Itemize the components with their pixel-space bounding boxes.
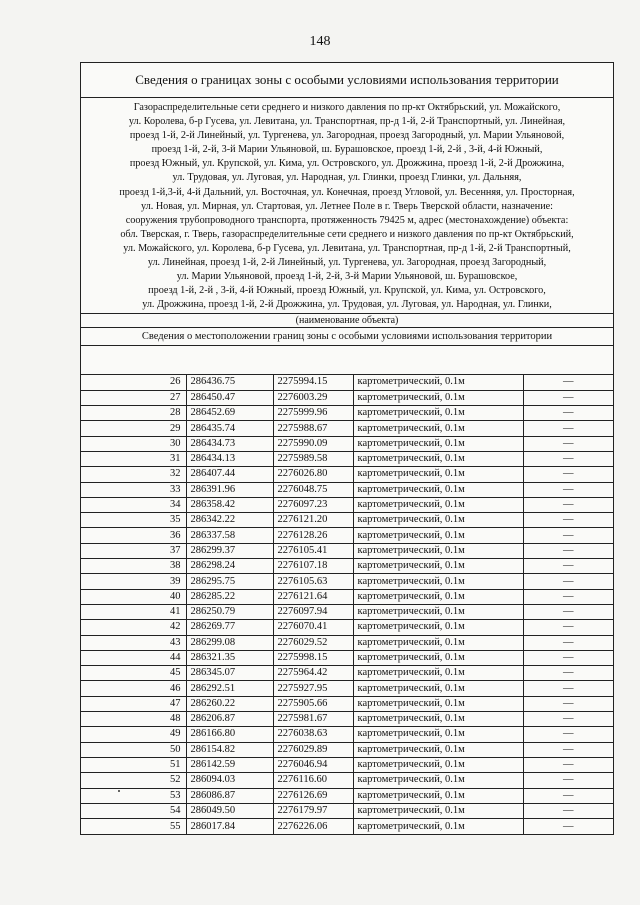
coord-x: 286299.37 [186, 543, 273, 558]
point-number: 31 [81, 451, 186, 466]
coord-x: 286337.58 [186, 528, 273, 543]
method-accuracy: картометрический, 0.1м [353, 497, 523, 512]
coord-y: 2275905.66 [273, 696, 353, 711]
coord-x: 286250.79 [186, 604, 273, 619]
point-number: 34 [81, 497, 186, 512]
coord-y: 2275999.96 [273, 406, 353, 421]
point-number: 36 [81, 528, 186, 543]
empty-dash: — [523, 436, 613, 451]
description-line: проезд Южный, ул. Крупской, ул. Кима, ул. Островского, ул. Дрожжина, проезд 1-й, 2-й Дрожжина, [129, 158, 565, 170]
coord-x: 286434.73 [186, 436, 273, 451]
table-row [81, 696, 613, 711]
method-accuracy: картометрический, 0.1м [353, 528, 523, 543]
coord-x: 286434.13 [186, 451, 273, 466]
description-line: ул. Новая, ул. Мирная, ул. Стартовая, ул. Летнее Поле в г. Тверь Тверской области, назначение: [141, 200, 553, 212]
table-row [81, 559, 613, 574]
point-number: 32 [81, 467, 186, 482]
table-row [81, 528, 613, 543]
coord-x: 286166.80 [186, 727, 273, 742]
coord-y: 2276038.63 [273, 727, 353, 742]
coord-y: 2276179.97 [273, 803, 353, 818]
coord-x: 286292.51 [186, 681, 273, 696]
coord-y: 2276029.52 [273, 635, 353, 650]
empty-dash: — [523, 727, 613, 742]
table-row [81, 742, 613, 757]
coord-y: 2276105.63 [273, 574, 353, 589]
coord-y: 2276128.26 [273, 528, 353, 543]
table-row [81, 620, 613, 635]
coord-x: 286295.75 [186, 574, 273, 589]
description-line: сооружения трубопроводного транспорта, протяженность 79425 м, адрес (местонахождение) объекта: [125, 214, 569, 226]
table-row [81, 421, 613, 436]
coordinates-table [81, 375, 613, 834]
point-number: 44 [81, 650, 186, 665]
coord-x: 286450.47 [186, 390, 273, 405]
method-accuracy: картометрический, 0.1м [353, 788, 523, 803]
method-accuracy: картометрический, 0.1м [353, 681, 523, 696]
point-number: 35 [81, 513, 186, 528]
empty-dash: — [523, 574, 613, 589]
empty-dash: — [523, 559, 613, 574]
table-row [81, 375, 613, 390]
point-number: 30 [81, 436, 186, 451]
empty-dash: — [523, 497, 613, 512]
description-line: ул. Линейная, проезд 1-й, 2-й Линейный, ул. Тургенева, ул. Загородная, проезд Загородный, [147, 257, 547, 269]
method-accuracy: картометрический, 0.1м [353, 436, 523, 451]
coord-x: 286435.74 [186, 421, 273, 436]
coord-y: 2275981.67 [273, 712, 353, 727]
table-row [81, 681, 613, 696]
description-line: обл. Тверская, г. Тверь, газораспределительные сети среднего и низкого давления по пр-кт Октябрьский, [120, 228, 574, 240]
coord-y: 2275994.15 [273, 375, 353, 390]
coord-y: 2276070.41 [273, 620, 353, 635]
empty-dash: — [523, 742, 613, 757]
table-row [81, 635, 613, 650]
point-number: 39 [81, 574, 186, 589]
table-row [81, 406, 613, 421]
point-number: 45 [81, 666, 186, 681]
table-row [81, 819, 613, 834]
coord-y: 2276105.41 [273, 543, 353, 558]
method-accuracy: картометрический, 0.1м [353, 803, 523, 818]
coord-y: 2275989.58 [273, 451, 353, 466]
method-accuracy: картометрический, 0.1м [353, 451, 523, 466]
empty-dash: — [523, 803, 613, 818]
coord-x: 286358.42 [186, 497, 273, 512]
method-accuracy: картометрический, 0.1м [353, 727, 523, 742]
description-line: ул. Королева, б-р Гусева, ул. Левитана, ул. Транспортная, пр-д 1-й, 2-й Транспортный, ул. Линейная, [128, 116, 566, 128]
method-accuracy: картометрический, 0.1м [353, 467, 523, 482]
coord-x: 286299.08 [186, 635, 273, 650]
method-accuracy: картометрический, 0.1м [353, 635, 523, 650]
point-number: 49 [81, 727, 186, 742]
coord-x: 286321.35 [186, 650, 273, 665]
point-number: 42 [81, 620, 186, 635]
description-line: ул. Можайского, ул. Королева, б-р Гусева, ул. Левитана, ул. Транспортная, пр-д 1-й, 2-й Транспортный, [123, 242, 571, 254]
coord-x: 286342.22 [186, 513, 273, 528]
coord-y: 2275998.15 [273, 650, 353, 665]
coord-y: 2276126.69 [273, 788, 353, 803]
description-line: ул. Дрожжина, проезд 1-й, 2-й Дрожжина, ул. Трудовая, ул. Луговая, ул. Народная, ул. Глинки, [142, 299, 552, 311]
table-row [81, 543, 613, 558]
method-accuracy: картометрический, 0.1м [353, 589, 523, 604]
point-number: 53 [81, 788, 186, 803]
table-row [81, 650, 613, 665]
table-row [81, 712, 613, 727]
point-number: 29 [81, 421, 186, 436]
empty-dash: — [523, 390, 613, 405]
coord-y: 2276048.75 [273, 482, 353, 497]
coord-x: 286049.50 [186, 803, 273, 818]
method-accuracy: картометрический, 0.1м [353, 773, 523, 788]
coord-x: 286345.07 [186, 666, 273, 681]
coord-x: 286436.75 [186, 375, 273, 390]
table-row [81, 757, 613, 772]
coord-x: 286260.22 [186, 696, 273, 711]
coord-y: 2276226.06 [273, 819, 353, 834]
point-number: 43 [81, 635, 186, 650]
point-number: 27 [81, 390, 186, 405]
table-row [81, 803, 613, 818]
method-accuracy: картометрический, 0.1м [353, 421, 523, 436]
empty-dash: — [523, 451, 613, 466]
point-number: 28 [81, 406, 186, 421]
coord-x: 286285.22 [186, 589, 273, 604]
point-number: 37 [81, 543, 186, 558]
point-number: 33 [81, 482, 186, 497]
table-row [81, 666, 613, 681]
empty-dash: — [523, 543, 613, 558]
coord-x: 286142.59 [186, 757, 273, 772]
description-line: Газораспределительные сети среднего и низкого давления по пр-кт Октябрьский, ул. Можайского, [133, 102, 561, 113]
coord-x: 286094.03 [186, 773, 273, 788]
coord-x: 286452.69 [186, 406, 273, 421]
empty-dash: — [523, 681, 613, 696]
empty-dash: — [523, 375, 613, 390]
method-accuracy: картометрический, 0.1м [353, 620, 523, 635]
point-number: 55 [81, 819, 186, 834]
coord-x: 286206.87 [186, 712, 273, 727]
method-accuracy: картометрический, 0.1м [353, 375, 523, 390]
method-accuracy: картометрический, 0.1м [353, 559, 523, 574]
document-title: Сведения о границах зоны с особыми условиями использования территории [81, 63, 613, 98]
table-row [81, 497, 613, 512]
method-accuracy: картометрический, 0.1м [353, 543, 523, 558]
method-accuracy: картометрический, 0.1м [353, 406, 523, 421]
coord-y: 2276097.23 [273, 497, 353, 512]
method-accuracy: картометрический, 0.1м [353, 696, 523, 711]
location-section-header: Сведения о местоположении границ зоны с особыми условиями использования территории [81, 328, 613, 346]
coord-y: 2276121.64 [273, 589, 353, 604]
empty-dash: — [523, 482, 613, 497]
empty-dash: — [523, 650, 613, 665]
zone-info-frame [80, 62, 614, 835]
empty-dash: — [523, 696, 613, 711]
method-accuracy: картометрический, 0.1м [353, 513, 523, 528]
table-row [81, 604, 613, 619]
coord-y: 2276097.94 [273, 604, 353, 619]
point-number: 48 [81, 712, 186, 727]
description-line: проезд 1-й, 2-й , 3-й, 4-й Южный, проезд Южный, ул. Крупской, ул. Кима, ул. Островского, [148, 285, 546, 297]
empty-dash: — [523, 712, 613, 727]
description-line: проезд 1-й, 2-й, 3-й Марии Ульяновой, ш. Бурашовское, проезд 1-й, 2-й , 3-й, 4-й Южный, [151, 144, 543, 156]
method-accuracy: картометрический, 0.1м [353, 482, 523, 497]
empty-dash: — [523, 757, 613, 772]
table-row [81, 482, 613, 497]
method-accuracy: картометрический, 0.1м [353, 650, 523, 665]
method-accuracy: картометрический, 0.1м [353, 390, 523, 405]
coord-x: 286391.96 [186, 482, 273, 497]
point-number: 26 [81, 375, 186, 390]
coord-y: 2276026.80 [273, 467, 353, 482]
coord-y: 2276046.94 [273, 757, 353, 772]
coord-y: 2276116.60 [273, 773, 353, 788]
table-row [81, 574, 613, 589]
empty-dash: — [523, 788, 613, 803]
coord-y: 2275988.67 [273, 421, 353, 436]
coord-y: 2275964.42 [273, 666, 353, 681]
coord-y: 2276029.89 [273, 742, 353, 757]
table-row [81, 467, 613, 482]
scan-dot-mark [118, 790, 120, 792]
empty-dash: — [523, 528, 613, 543]
object-description [81, 98, 613, 314]
method-accuracy: картометрический, 0.1м [353, 757, 523, 772]
point-number: 46 [81, 681, 186, 696]
coord-x: 286298.24 [186, 559, 273, 574]
table-row [81, 436, 613, 451]
empty-dash: — [523, 421, 613, 436]
coord-y: 2275990.09 [273, 436, 353, 451]
empty-dash: — [523, 589, 613, 604]
coord-y: 2276107.18 [273, 559, 353, 574]
point-number: 50 [81, 742, 186, 757]
method-accuracy: картометрический, 0.1м [353, 819, 523, 834]
empty-dash: — [523, 406, 613, 421]
table-row [81, 727, 613, 742]
point-number: 47 [81, 696, 186, 711]
point-number: 40 [81, 589, 186, 604]
empty-dash: — [523, 773, 613, 788]
empty-dash: — [523, 635, 613, 650]
method-accuracy: картометрический, 0.1м [353, 742, 523, 757]
coord-x: 286269.77 [186, 620, 273, 635]
coord-x: 286154.82 [186, 742, 273, 757]
coord-x: 286407.44 [186, 467, 273, 482]
empty-dash: — [563, 820, 574, 832]
empty-dash: — [523, 620, 613, 635]
empty-dash: — [523, 513, 613, 528]
empty-dash: — [523, 604, 613, 619]
coord-x: 286017.84 [186, 819, 273, 834]
method-accuracy: картометрический, 0.1м [353, 666, 523, 681]
empty-dash: — [523, 467, 613, 482]
description-line: проезд 1-й,3-й, 4-й Дальний, ул. Восточная, ул. Конечная, проезд Угловой, ул. Весенняя, ул. Просторная, [119, 186, 575, 198]
description-line: ул. Трудовая, ул. Луговая, ул. Народная, ул. Глинки, проезд Глинки, ул. Дальняя, [172, 172, 522, 184]
point-number: 38 [81, 559, 186, 574]
empty-dash: — [523, 666, 613, 681]
description-line: ул. Марии Ульяновой, проезд 1-й, 2-й, 3-й Марии Ульяновой, ш. Бурашовское, [176, 271, 518, 283]
coord-y: 2276003.29 [273, 390, 353, 405]
table-row [81, 390, 613, 405]
coord-y: 2275927.95 [273, 681, 353, 696]
table-header-spacer [81, 346, 613, 375]
point-number: 54 [81, 803, 186, 818]
table-row [81, 451, 613, 466]
table-row [81, 589, 613, 604]
point-number: 51 [81, 757, 186, 772]
coord-x: 286086.87 [186, 788, 273, 803]
table-row [81, 788, 613, 803]
method-accuracy: картометрический, 0.1м [353, 712, 523, 727]
object-name-caption: (наименование объекта) [81, 314, 613, 328]
page-number: 148 [309, 34, 331, 49]
table-row [81, 773, 613, 788]
method-accuracy: картометрический, 0.1м [353, 574, 523, 589]
description-line: проезд 1-й, 2-й Линейный, ул. Тургенева, ул. Загородная, проезд Загородный, ул. Марии Ульяновой, [129, 130, 565, 142]
coord-y: 2276121.20 [273, 513, 353, 528]
table-row [81, 513, 613, 528]
point-number: 52 [81, 773, 186, 788]
point-number: 41 [81, 604, 186, 619]
method-accuracy: картометрический, 0.1м [353, 604, 523, 619]
